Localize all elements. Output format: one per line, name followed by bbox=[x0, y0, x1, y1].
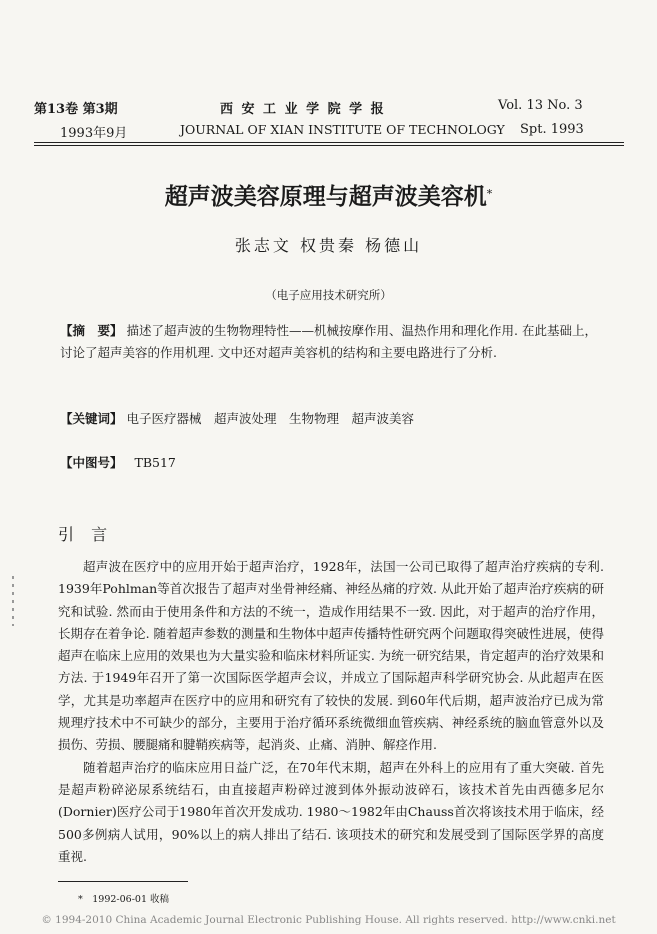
margin-marks bbox=[12, 576, 14, 626]
article-title: 超声波美容原理与超声波美容机 bbox=[164, 184, 487, 210]
keywords-label: 【关键词】 bbox=[60, 411, 123, 426]
section-body bbox=[58, 556, 604, 868]
header-rule-top bbox=[34, 142, 624, 143]
section-heading: 引 言 bbox=[58, 525, 114, 544]
journal-volume-issue: 第13卷 第3期 bbox=[34, 102, 118, 117]
footnote-rule bbox=[58, 881, 188, 882]
body-paragraph: 超声波在医疗中的应用开始于超声治疗，1928年，法国一公司已取得了超声治疗疾病的专利. 1939年Pohlman等首次报告了超声对坐骨神经痛、神经丛痛的疗效. 从此开始了超声治疗疾病的研究和试验. 然而由于使用条件和方法的不统一，造成作用结果不一致. 因此，对于超声的治疗作用，长期存在着争论. 随着超声参数的测量和生物体中超声传播特性研究两个问题取得突破性进展，使得超声在临床上应用的效果也为大量实验和临床材料所证实. 为统一研究结果，肯定超声的治疗效果和方法. 于1949年召开了第一次国际医学超声会议，并成立了国际超声科学研究协会. 从此超声在医学，尤其是功率超声在医疗中的应用和研究有了较快的发展. 到60年代后期，超声波治疗已成为常规理疗技术中不可缺少的部分，主要用于治疗循环系统微细血管疾病、神经系统的脑血管意外以及损伤、劳损、腰腿痛和腱鞘疾病等，起消炎、止痛、消肿、解痉作用. bbox=[58, 559, 604, 753]
journal-volume-en: Vol. 13 No. 3 bbox=[498, 98, 583, 113]
abstract-label: 【摘 要】 bbox=[60, 323, 123, 338]
classification-code: TB517 bbox=[134, 455, 176, 470]
keywords bbox=[60, 408, 604, 430]
journal-name-cn: 西 安 工 业 学 院 学 报 bbox=[220, 102, 386, 117]
article-affiliation: （电子应用技术研究所） bbox=[265, 288, 392, 302]
footnote: * 1992-06-01 收稿 bbox=[78, 894, 170, 905]
title-footnote-mark: * bbox=[486, 187, 493, 201]
classification bbox=[60, 452, 604, 474]
keywords-text: 电子医疗器械 超声波处理 生物物理 超声波美容 bbox=[126, 411, 415, 426]
abstract bbox=[60, 320, 604, 364]
journal-name-en: JOURNAL OF XIAN INSTITUTE OF TECHNOLOGY bbox=[180, 122, 505, 137]
body-paragraph: 随着超声治疗的临床应用日益广泛，在70年代末期，超声在外科上的应用有了重大突破. 首先是超声粉碎泌尿系统结石，由直接超声粉碎过渡到体外振动波碎石，该技术首先由西德多尼尔(Dornier)医疗公司于1980年首次开发成功. 1980～1982年由Chauss首次将该技术用于临床，经500多例病人试用，90%以上的病人排出了结石. 该项技术的研究和发展受到了国际医学界的高度重视. bbox=[58, 759, 604, 864]
abstract-text: 描述了超声波的生物物理特性——机械按摩作用、温热作用和理化作用. 在此基础上，讨论了超声美容的作用机理. 文中还对超声美容机的结构和主要电路进行了分析. bbox=[60, 323, 597, 360]
journal-date-cn: 1993年9月 bbox=[60, 126, 128, 141]
classification-label: 【中图号】 bbox=[60, 455, 123, 470]
article-authors: 张志文 权贵秦 杨德山 bbox=[234, 236, 423, 255]
copyright-line: © 1994-2010 China Academic Journal Electronic Publishing House. All rights reserved. http://www.cnki.net bbox=[41, 914, 616, 926]
article-title-wrap bbox=[0, 178, 657, 211]
header-rule-bottom bbox=[34, 145, 624, 146]
journal-date-en: Spt. 1993 bbox=[520, 122, 584, 137]
